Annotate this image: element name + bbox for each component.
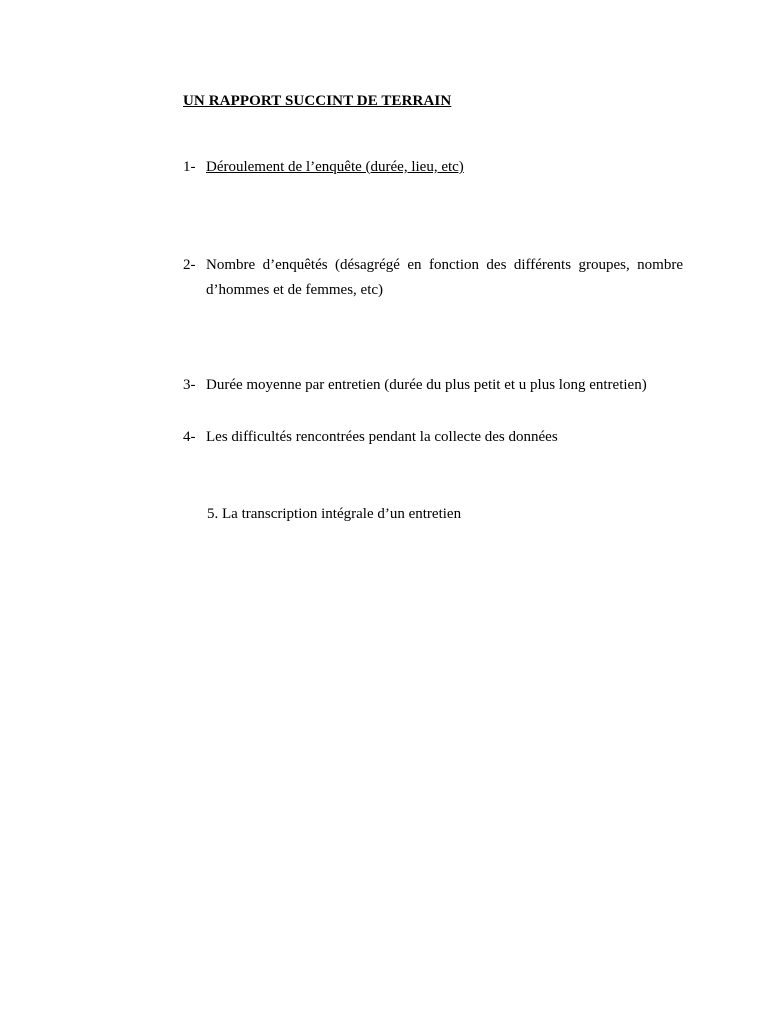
list-item-4 [183, 425, 683, 450]
list-item-number: 3- [183, 377, 196, 393]
document-title: UN RAPPORT SUCCINT DE TERRAIN [183, 93, 452, 109]
list-item-number: 4- [183, 429, 196, 445]
list-item-number: 2- [183, 257, 196, 273]
list-item-2 [183, 253, 683, 303]
list-item-text: Les difficultés rencontrées pendant la collecte des données [206, 429, 558, 445]
list-item-number: 1- [183, 159, 196, 175]
list-item-text: Nombre d’enquêtés (désagrégé en fonction des différents groupes, nombre d’hommes et de femmes, etc) [206, 257, 683, 298]
list-item-1 [183, 155, 683, 180]
list-item-text: 5. La transcription intégrale d’un entretien [207, 506, 462, 522]
list-item-3 [183, 373, 683, 398]
list-item-5 [207, 502, 461, 527]
list-item-text: Durée moyenne par entretien (durée du plus petit et u plus long entretien) [206, 377, 647, 393]
list-item-text: Déroulement de l’enquête (durée, lieu, etc) [206, 159, 464, 175]
